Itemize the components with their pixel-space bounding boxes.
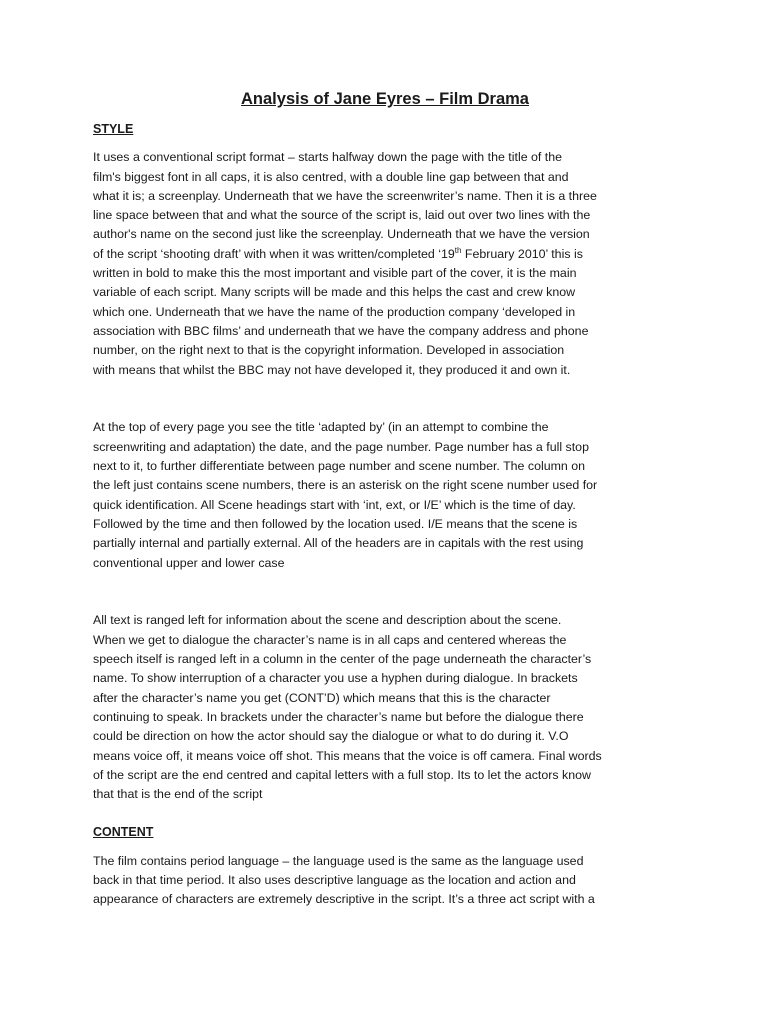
text-line: When we get to dialogue the character’s name is in all caps and centered whereas the — [93, 632, 567, 647]
paragraph-gap — [93, 573, 677, 612]
text-run: February 2010’ this is — [461, 246, 583, 261]
text-line: partially internal and partially external. All of the headers are in capitals with the rest using — [93, 536, 584, 551]
text-line: screenwriting and adaptation) the date, and the page number. Page number has a full stop — [93, 439, 589, 454]
text-line: written in bold to make this the most important and visible part of the cover, it is the main — [93, 266, 577, 281]
text-line: speech itself is ranged left in a column in the center of the page underneath the character’s — [93, 652, 592, 667]
text-line: All text is ranged left for information about the scene and description about the scene. — [93, 613, 562, 628]
text-line: At the top of every page you see the title ‘adapted by’ (in an attempt to combine the — [93, 420, 549, 435]
text-line: appearance of characters are extremely descriptive in the script. It’s a three act script with a — [93, 892, 595, 907]
text-line: after the character’s name you get (CONT’D) which means that this is the character — [93, 690, 551, 705]
text-line: Followed by the time and then followed by the location used. I/E means that the scene is — [93, 516, 578, 531]
text-line: means voice off, it means voice off shot. This means that the voice is off camera. Final words — [93, 748, 602, 763]
text-line: number, on the right next to that is the copyright information. Developed in association — [93, 343, 565, 358]
document-title: Analysis of Jane Eyres – Film Drama — [241, 90, 529, 108]
text-line: author's name on the second just like the screenplay. Underneath that we have the version — [93, 227, 590, 242]
text-line: what it is; a screenplay. Underneath that we have the screenwriter’s name. Then it is a three — [93, 188, 597, 203]
text-line: continuing to speak. In brackets under the character’s name but before the dialogue there — [93, 709, 584, 724]
paragraph-gap — [93, 380, 677, 419]
text-line: The film contains period language – the language used is the same as the language used — [93, 853, 584, 868]
text-line: which one. Underneath that we have the name of the production company ‘developed in — [93, 304, 576, 319]
text-line: name. To show interruption of a character you use a hyphen during dialogue. In brackets — [93, 671, 578, 686]
text-line: could be direction on how the actor should say the dialogue or what to do during it. V.O — [93, 729, 569, 744]
text-run: of the script ‘shooting draft’ with when it was written/completed ‘19 — [93, 246, 455, 261]
text-line: association with BBC films’ and underneath that we have the company address and phone — [93, 323, 589, 338]
text-line: back in that time period. It also uses descriptive language as the location and action and — [93, 872, 576, 887]
content-heading: CONTENT — [93, 825, 154, 840]
ordinal-superscript: th — [454, 245, 462, 255]
text-line: quick identification. All Scene headings start with ‘int, ext, or I/E’ which is the time of day. — [93, 497, 576, 512]
text-line: line space between that and what the source of the script is, laid out over two lines with the — [93, 208, 591, 223]
text-line: the left just contains scene numbers, there is an asterisk on the right scene number used for — [93, 478, 598, 493]
text-line: conventional upper and lower case — [93, 555, 285, 570]
text-line: of the script are the end centred and capital letters with a full stop. Its to let the actors know — [93, 767, 591, 782]
text-line: that that is the end of the script — [93, 787, 263, 802]
paragraph-dialogue — [93, 611, 677, 804]
text-line: with means that whilst the BBC may not have developed it, they produced it and own it. — [93, 362, 571, 377]
text-line: film's biggest font in all caps, it is also centred, with a double line gap between that and — [93, 169, 569, 184]
text-line: It uses a conventional script format – starts halfway down the page with the title of the — [93, 150, 563, 165]
style-heading: STYLE — [93, 122, 134, 136]
paragraph-content — [93, 852, 677, 910]
text-line: next to it, to further differentiate between page number and scene number. The column on — [93, 459, 586, 474]
paragraph-style-cover — [93, 148, 677, 380]
text-line — [93, 245, 677, 264]
text-line: variable of each script. Many scripts will be made and this helps the cast and crew know — [93, 285, 576, 300]
document-page — [93, 88, 677, 910]
paragraph-page-headers — [93, 418, 677, 572]
